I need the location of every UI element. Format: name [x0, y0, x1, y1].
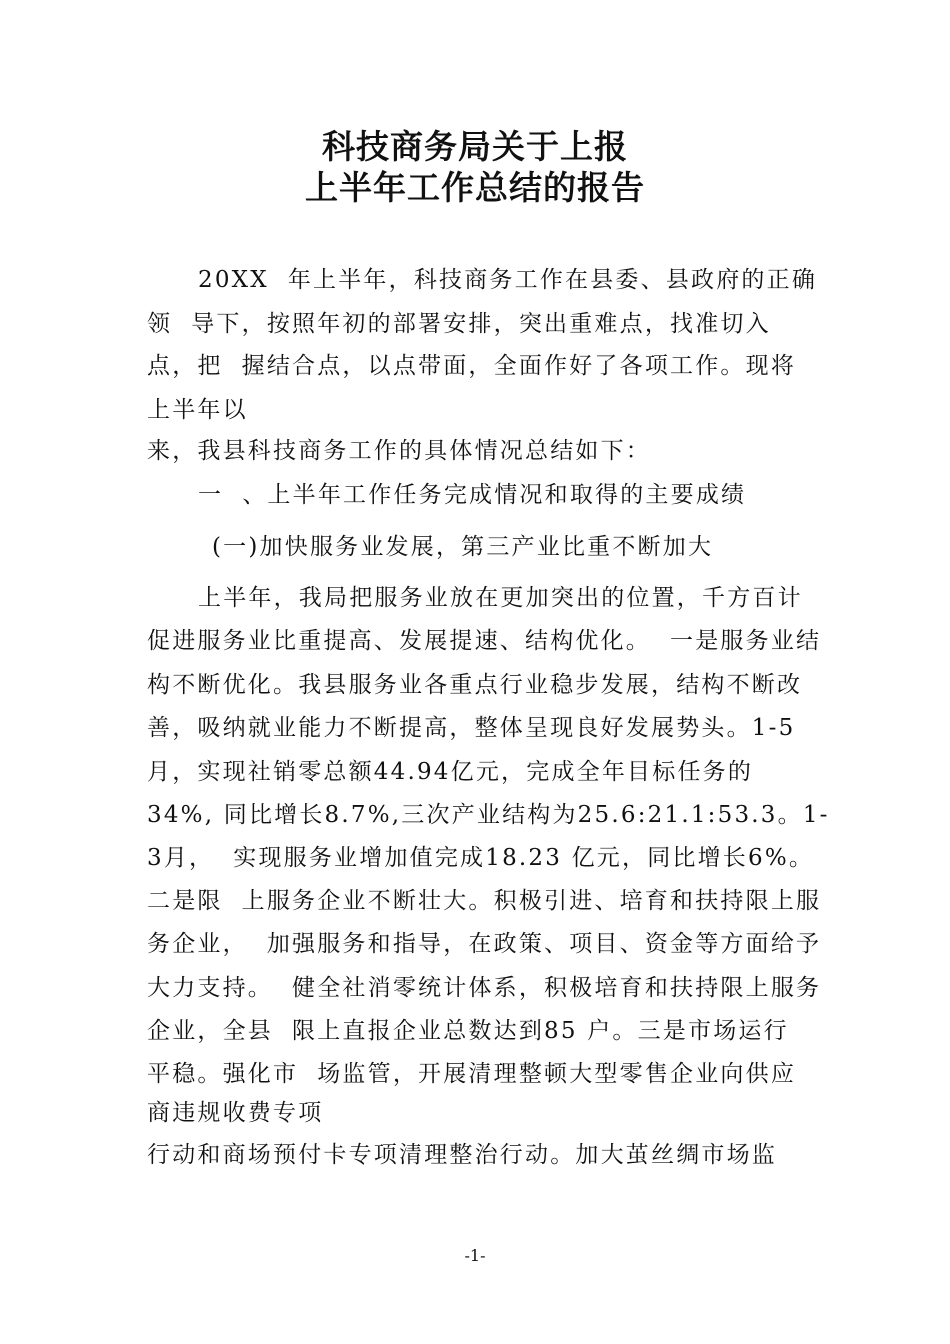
document-title-line-1: 科技商务局关于上报: [322, 127, 628, 166]
page-number: -1-: [464, 1246, 486, 1265]
body-line: 来，我县科技商务工作的具体情况总结如下：: [147, 438, 651, 464]
body-line: 二是限 上服务企业不断壮大。积极引进、培育和扶持限上服: [147, 888, 822, 914]
body-line: 商违规收费专项: [147, 1100, 324, 1126]
body-line: 企业，全县 限上直报企业总数达到85 户。三是市场运行: [147, 1018, 789, 1044]
subsection-heading: (一)加快服务业发展，第三产业比重不断加大: [212, 534, 714, 560]
body-line: 行动和商场预付卡专项清理整治行动。加大茧丝绸市场监: [147, 1142, 777, 1168]
body-line: 上半年，我局把服务业放在更加突出的位置，千方百计: [198, 585, 803, 611]
body-line: 月，实现社销零总额44.94亿元，完成全年目标任务的: [147, 759, 754, 785]
body-line: 构不断优化。我县服务业各重点行业稳步发展，结构不断改: [147, 672, 803, 698]
body-line: 促进服务业比重提高、发展提速、结构优化。 一是服务业结: [147, 628, 822, 654]
body-line: 34%, 同比增长8.7%,三次产业结构为25.6:21.1:53.3。1-: [147, 802, 830, 828]
body-line: 大力支持。 健全社消零统计体系，积极培育和扶持限上服务: [147, 975, 822, 1001]
body-line: 点，把 握结合点，以点带面，全面作好了各项工作。现将: [147, 353, 797, 379]
body-line: 务企业， 加强服务和指导，在政策、项目、资金等方面给予: [147, 931, 822, 957]
section-heading: 一 、上半年工作任务完成情况和取得的主要成绩: [198, 482, 747, 508]
body-line: 3月， 实现服务业增加值完成18.23 亿元，同比增长6%。: [147, 845, 815, 871]
document-title-line-2: 上半年工作总结的报告: [305, 168, 645, 207]
body-line: 20XX 年上半年，科技商务工作在县委、县政府的正确: [198, 267, 818, 293]
body-line: 领 导下，按照年初的部署安排，突出重难点，找准切入: [147, 311, 771, 337]
body-line: 上半年以: [147, 397, 248, 423]
body-line: 平稳。强化市 场监管，开展清理整顿大型零售企业向供应: [147, 1061, 797, 1087]
body-line: 善，吸纳就业能力不断提高，整体呈现良好发展势头。1-5: [147, 715, 796, 741]
